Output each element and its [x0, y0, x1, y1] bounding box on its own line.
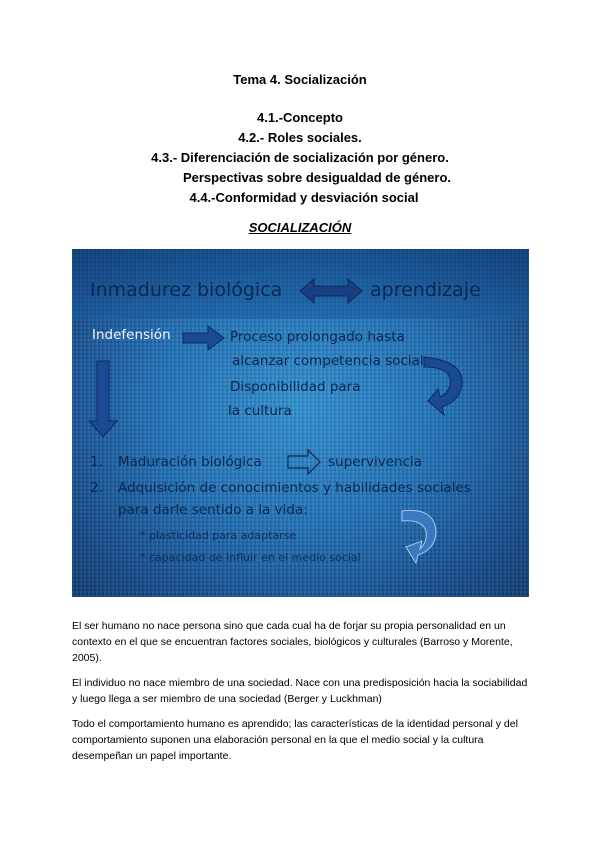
- right-arrow-icon: [183, 326, 224, 350]
- toc-item: 4.2.- Roles sociales.: [238, 130, 362, 145]
- paragraph-2: El individuo no nace miembro de una sociedad. Nace con una predisposición hacia la sociabilidad y luego llega a ser miembro de una sociedad (Berger y Luckhman): [72, 677, 528, 705]
- slide-image: [72, 249, 529, 597]
- curved-outline-arrow-icon: [402, 510, 436, 563]
- slide-item-2-line-2: para darle sentido a la vida:: [118, 502, 308, 518]
- toc-item: Perspectivas sobre desigualdad de género.: [182, 170, 452, 185]
- document-title: Tema 4. Socialización: [233, 72, 367, 87]
- slide-text-proceso-2: alcanzar competencia social: [232, 353, 424, 369]
- slide-text-inmadurez: Inmadurez biológica: [90, 279, 283, 301]
- outline-arrow-icon: [288, 450, 320, 474]
- slide-text-aprendizaje: aprendizaje: [370, 279, 481, 301]
- paragraph-3: Todo el comportamiento humano es aprendido; las características de la identidad personal y del comportamiento suponen una elaboración personal en la que el medio social y la cultura desempeñan un papel importante.: [72, 718, 518, 762]
- slide-bullet-2: * capacidad de influir en el medio social: [140, 551, 361, 564]
- slide-text-indefension: Indefensión: [92, 327, 171, 343]
- slide-item-1-number: 1.: [90, 454, 103, 470]
- double-arrow-icon: [300, 279, 362, 303]
- slide-arrows: [72, 249, 529, 597]
- section-heading: SOCIALIZACIÓN: [248, 220, 352, 235]
- down-arrow-icon: [89, 361, 117, 437]
- slide-text-disponibilidad-1: Disponibilidad para: [230, 379, 361, 395]
- toc-item: 4.1.-Concepto: [257, 110, 343, 125]
- slide-item-1-result: supervivencia: [328, 454, 423, 470]
- slide-text-disponibilidad-2: la cultura: [228, 403, 292, 419]
- curved-arrow-icon: [424, 357, 462, 415]
- table-of-contents: [0, 108, 600, 208]
- paragraph-1: El ser humano no nace persona sino que cada cual ha de forjar su propia personalidad en un contexto en el que se encuentran factores sociales, biológicos y culturales (Barroso y Morente, 2005).: [72, 620, 513, 664]
- slide-bullet-1: * plasticidad para adaptarse: [140, 529, 297, 542]
- slide-item-1-text: Maduración biológica: [118, 454, 262, 470]
- slide-item-2-line-1: Adquisición de conocimientos y habilidades sociales: [118, 480, 471, 496]
- slide-item-2-number: 2.: [90, 480, 103, 496]
- toc-item: 4.4.-Conformidad y desviación social: [189, 190, 419, 205]
- toc-item: 4.3.- Diferenciación de socialización por género.: [151, 150, 449, 165]
- slide-text-proceso-1: Proceso prolongado hasta: [230, 329, 405, 345]
